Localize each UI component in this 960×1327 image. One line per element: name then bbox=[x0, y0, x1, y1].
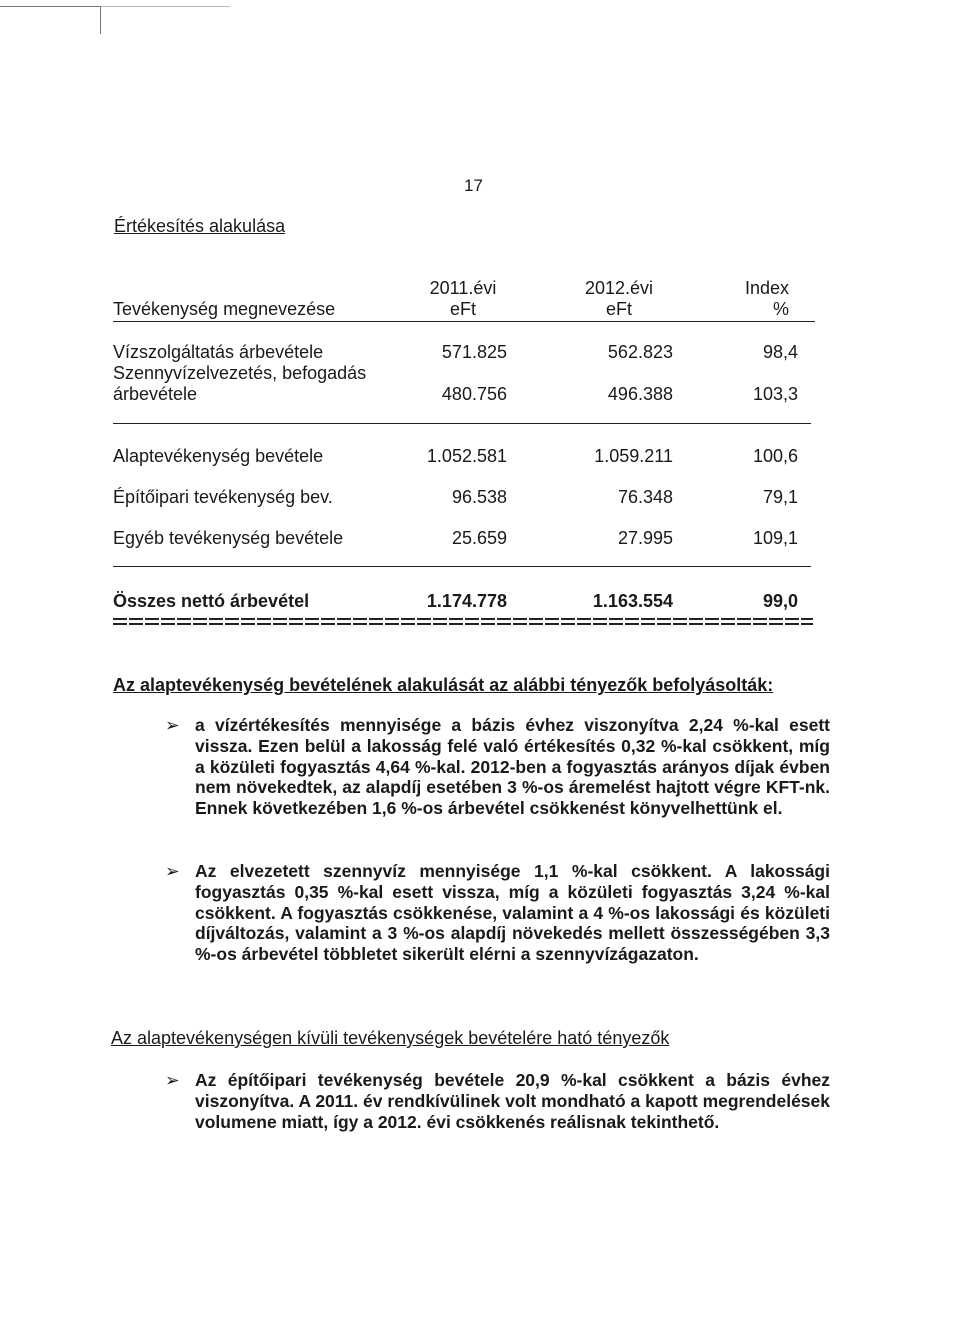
arrow-bullet-icon: ➢ bbox=[165, 1070, 180, 1090]
arrow-bullet-icon: ➢ bbox=[165, 715, 180, 735]
row-label-line1: Szennyvízelvezetés, befogadás bbox=[113, 363, 367, 383]
row-value-2012: 27.995 bbox=[617, 528, 673, 548]
section2-heading: Az alaptevékenység bevételének alakulását az alábbi tényezők befolyásolták: bbox=[113, 675, 774, 695]
row-label: Vízszolgáltatás árbevétele bbox=[113, 342, 324, 362]
row-label: Alaptevékenység bevétele bbox=[113, 446, 324, 466]
table-header-line1 bbox=[113, 278, 813, 300]
table-header-line2 bbox=[113, 299, 813, 321]
total-divider bbox=[113, 566, 811, 567]
header-2012-year: 2012.évi bbox=[584, 278, 654, 298]
total-index: 99,0 bbox=[762, 591, 798, 611]
row-label: Építőipari tevékenység bev. bbox=[113, 487, 333, 507]
bullet-text: Az elvezetett szennyvíz mennyisége 1,1 %-kal csökkent. A lakossági fogyasztás 0,35 %-kal esett vissza, míg a közületi fogyasztás 3,24 %-kal csökkent. A fogyasztás csökkenése, valamint a 4 %-os lakossági és közületi díjváltozás, valamint a 3 %-os alapdíj növekedés mellett összességében 3,3 %-os árbevétel többletet sikerült elérni a szennyvízágazaton. bbox=[195, 861, 830, 965]
row-value-2011: 571.825 bbox=[441, 342, 507, 362]
header-index: Index bbox=[744, 278, 789, 298]
total-double-underline bbox=[113, 618, 813, 625]
row-index: 98,4 bbox=[762, 342, 798, 362]
row-value-2011: 480.756 bbox=[441, 384, 507, 404]
header-index-unit: % bbox=[772, 299, 789, 319]
table-row bbox=[113, 487, 813, 509]
bullet-text: Az építőipari tevékenység bevétele 20,9 %-kal csökkent a bázis évhez viszonyítva. A 2011. év rendkívülinek volt mondható a kapott megrendelések volumene miatt, így a 2012. évi csökkenés reálisnak tekinthető. bbox=[195, 1070, 830, 1132]
table-row bbox=[113, 446, 813, 468]
row-label-line2: árbevétele bbox=[113, 384, 198, 404]
row-index: 100,6 bbox=[752, 446, 798, 466]
table-total-row bbox=[113, 591, 813, 613]
corner-mark-horizontal bbox=[0, 6, 100, 7]
header-underline bbox=[113, 321, 815, 322]
header-activity-name: Tevékenység megnevezése bbox=[113, 299, 336, 319]
row-index: 109,1 bbox=[752, 528, 798, 548]
row-value-2012: 76.348 bbox=[617, 487, 673, 507]
section-title: Értékesítés alakulása bbox=[114, 216, 286, 236]
header-2011-unit: eFt bbox=[449, 299, 476, 319]
row-index: 103,3 bbox=[752, 384, 798, 404]
section3-heading: Az alaptevékenységen kívüli tevékenységek bevételére ható tényezők bbox=[111, 1028, 670, 1048]
row-index: 79,1 bbox=[762, 487, 798, 507]
table-row bbox=[113, 342, 813, 364]
row-value-2011: 25.659 bbox=[451, 528, 507, 548]
corner-mark-vertical bbox=[100, 6, 101, 34]
bullet-text: a vízértékesítés mennyisége a bázis évhez viszonyítva 2,24 %-kal esett vissza. Ezen belül a lakosság felé való értékesítés 0,32 %-kal csökkent, míg a közületi fogyasztás 4,64 %-kal. 2012-ben a fogyasztás arányos díjak évben nem növekedtek, az alapdíj esetében 3 %-os áremelést hajtott végre KFT-nk. Ennek következében 1,6 %-os árbevétel csökkenést könyvelhettünk el. bbox=[195, 715, 830, 819]
row-value-2012: 496.388 bbox=[607, 384, 673, 404]
header-2011-year: 2011.évi bbox=[429, 278, 497, 298]
row-value-2012: 562.823 bbox=[607, 342, 673, 362]
row-value-2012: 1.059.211 bbox=[594, 446, 673, 466]
subtotal-divider bbox=[113, 423, 811, 424]
total-value-2011: 1.174.778 bbox=[426, 591, 507, 611]
header-2012-unit: eFt bbox=[605, 299, 632, 319]
table-row bbox=[113, 528, 813, 550]
row-value-2011: 96.538 bbox=[451, 487, 507, 507]
total-label: Összes nettó árbevétel bbox=[113, 591, 310, 611]
row-value-2011: 1.052.581 bbox=[426, 446, 507, 466]
arrow-bullet-icon: ➢ bbox=[165, 861, 180, 881]
table-row bbox=[113, 363, 813, 385]
total-value-2012: 1.163.554 bbox=[592, 591, 673, 611]
corner-mark-horizontal-faint bbox=[100, 6, 230, 7]
page-number: 17 bbox=[464, 176, 483, 195]
row-label: Egyéb tevékenység bevétele bbox=[113, 528, 344, 548]
table-row bbox=[113, 384, 813, 406]
